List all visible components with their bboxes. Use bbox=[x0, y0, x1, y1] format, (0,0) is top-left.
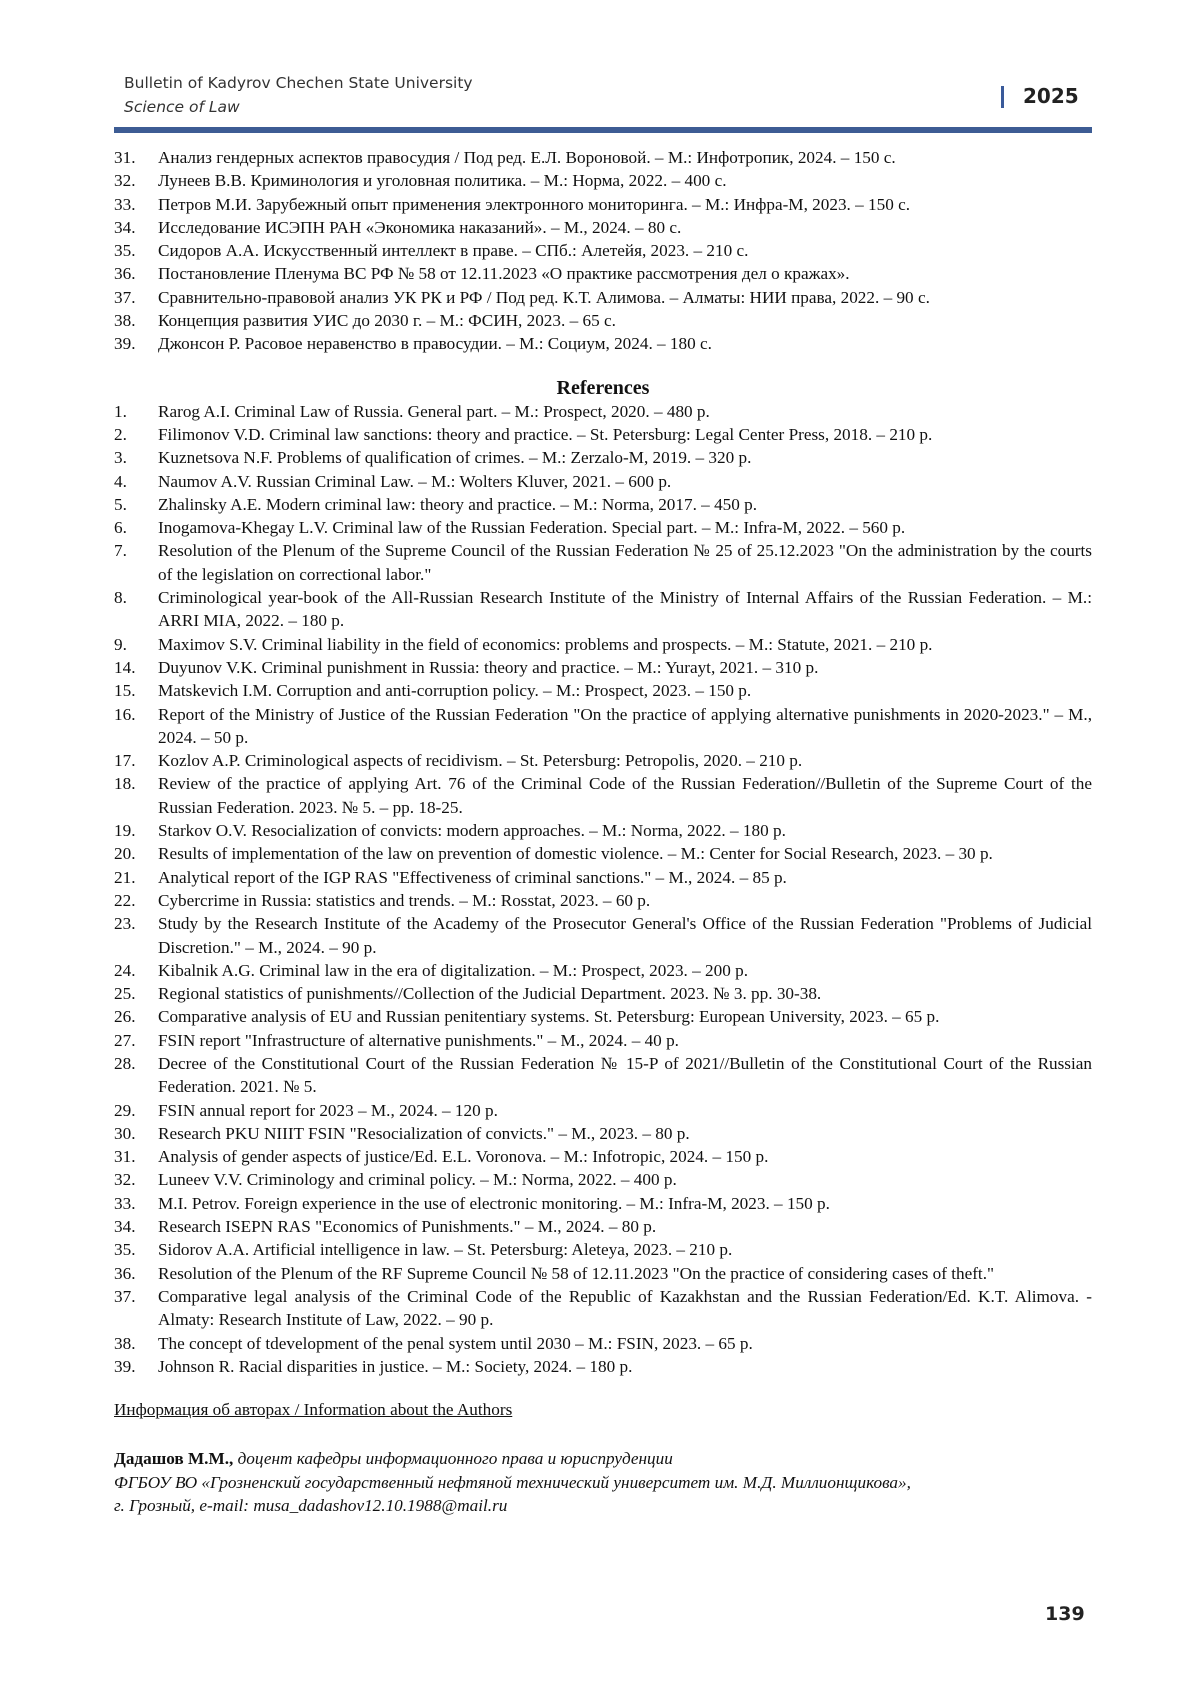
reference-text: Study by the Research Institute of the Academy of the Prosecutor General's Office of the Russian Federation "Problems of Judicial Discretion." – M., 2024. – 90 p. bbox=[158, 912, 1092, 959]
header-rule bbox=[114, 127, 1092, 133]
reference-text: Концепция развития УИС до 2030 г. – М.: ФСИН, 2023. – 65 с. bbox=[158, 309, 1092, 332]
reference-item bbox=[114, 239, 1092, 262]
reference-item bbox=[114, 912, 1092, 959]
reference-item bbox=[114, 1168, 1092, 1191]
reference-text: Naumov A.V. Russian Criminal Law. – M.: Wolters Kluver, 2021. – 600 p. bbox=[158, 470, 1092, 493]
reference-number: 3. bbox=[114, 446, 158, 469]
reference-text: Filimonov V.D. Criminal law sanctions: theory and practice. – St. Petersburg: Legal Center Press, 2018. – 210 p. bbox=[158, 423, 1092, 446]
reference-item bbox=[114, 1238, 1092, 1261]
reference-number: 2. bbox=[114, 423, 158, 446]
reference-number: 16. bbox=[114, 703, 158, 750]
reference-text: Criminological year-book of the All-Russian Research Institute of the Ministry of Internal Affairs of the Russian Federation. – M.: ARRI MIA, 2022. – 180 p. bbox=[158, 586, 1092, 633]
reference-number: 15. bbox=[114, 679, 158, 702]
reference-item bbox=[114, 749, 1092, 772]
reference-item bbox=[114, 1122, 1092, 1145]
references-heading: References bbox=[114, 376, 1092, 400]
reference-number: 35. bbox=[114, 1238, 158, 1261]
reference-item bbox=[114, 586, 1092, 633]
reference-item bbox=[114, 446, 1092, 469]
reference-number: 29. bbox=[114, 1099, 158, 1122]
reference-number: 38. bbox=[114, 1332, 158, 1355]
reference-item bbox=[114, 539, 1092, 586]
reference-item bbox=[114, 286, 1092, 309]
reference-number: 18. bbox=[114, 772, 158, 819]
page-body bbox=[114, 146, 1092, 1517]
journal-page bbox=[0, 0, 1200, 1697]
reference-text: Research ISEPN RAS "Economics of Punishments." – M., 2024. – 80 p. bbox=[158, 1215, 1092, 1238]
reference-item bbox=[114, 1285, 1092, 1332]
author-name: Дадашов М.М., bbox=[114, 1449, 233, 1468]
reference-item bbox=[114, 819, 1092, 842]
reference-item bbox=[114, 169, 1092, 192]
reference-number: 34. bbox=[114, 216, 158, 239]
reference-item bbox=[114, 216, 1092, 239]
reference-number: 36. bbox=[114, 262, 158, 285]
reference-item bbox=[114, 309, 1092, 332]
reference-text: Results of implementation of the law on prevention of domestic violence. – M.: Center for Social Research, 2023. – 30 p. bbox=[158, 842, 1092, 865]
reference-item bbox=[114, 493, 1092, 516]
reference-text: Decree of the Constitutional Court of the Russian Federation № 15-P of 2021//Bulletin of the Constitutional Court of the Russian Federation. 2021. № 5. bbox=[158, 1052, 1092, 1099]
reference-item bbox=[114, 703, 1092, 750]
reference-item bbox=[114, 1215, 1092, 1238]
reference-text: Kibalnik A.G. Criminal law in the era of digitalization. – M.: Prospect, 2023. – 200 p. bbox=[158, 959, 1092, 982]
author-block bbox=[114, 1447, 1092, 1517]
reference-item bbox=[114, 656, 1092, 679]
reference-number: 23. bbox=[114, 912, 158, 959]
reference-text: FSIN report "Infrastructure of alternative punishments." – M., 2024. – 40 p. bbox=[158, 1029, 1092, 1052]
reference-text: Maximov S.V. Criminal liability in the field of economics: problems and prospects. – M.: Statute, 2021. – 210 p. bbox=[158, 633, 1092, 656]
reference-number: 4. bbox=[114, 470, 158, 493]
reference-number: 32. bbox=[114, 169, 158, 192]
reference-number: 32. bbox=[114, 1168, 158, 1191]
reference-number: 39. bbox=[114, 1355, 158, 1378]
reference-number: 25. bbox=[114, 982, 158, 1005]
reference-item bbox=[114, 772, 1092, 819]
reference-text: Kozlov A.P. Criminological aspects of recidivism. – St. Petersburg: Petropolis, 2020. – 210 p. bbox=[158, 749, 1092, 772]
reference-number: 22. bbox=[114, 889, 158, 912]
reference-number: 38. bbox=[114, 309, 158, 332]
reference-number: 26. bbox=[114, 1005, 158, 1028]
reference-number: 19. bbox=[114, 819, 158, 842]
reference-number: 8. bbox=[114, 586, 158, 633]
reference-text: Zhalinsky A.E. Modern criminal law: theory and practice. – M.: Norma, 2017. – 450 p. bbox=[158, 493, 1092, 516]
reference-text: Comparative analysis of EU and Russian penitentiary systems. St. Petersburg: European University, 2023. – 65 p. bbox=[158, 1005, 1092, 1028]
reference-text: FSIN annual report for 2023 – M., 2024. – 120 p. bbox=[158, 1099, 1092, 1122]
reference-item bbox=[114, 1192, 1092, 1215]
reference-text: Report of the Ministry of Justice of the Russian Federation "On the practice of applying alternative punishments in 2020-2023." – M., 2024. – 50 p. bbox=[158, 703, 1092, 750]
reference-number: 30. bbox=[114, 1122, 158, 1145]
reference-item bbox=[114, 959, 1092, 982]
reference-text: Resolution of the Plenum of the Supreme Council of the Russian Federation № 25 of 25.12.2023 "On the administration by the courts of the legislation on correctional labor." bbox=[158, 539, 1092, 586]
reference-number: 27. bbox=[114, 1029, 158, 1052]
reference-number: 36. bbox=[114, 1262, 158, 1285]
reference-number: 28. bbox=[114, 1052, 158, 1099]
reference-item bbox=[114, 1029, 1092, 1052]
reference-text: Johnson R. Racial disparities in justice. – M.: Society, 2024. – 180 p. bbox=[158, 1355, 1092, 1378]
reference-text: Лунеев В.В. Криминология и уголовная политика. – М.: Норма, 2022. – 400 с. bbox=[158, 169, 1092, 192]
author-line bbox=[114, 1447, 1092, 1470]
reference-item bbox=[114, 332, 1092, 355]
reference-number: 31. bbox=[114, 146, 158, 169]
reference-number: 21. bbox=[114, 866, 158, 889]
reference-item bbox=[114, 470, 1092, 493]
reference-text: M.I. Petrov. Foreign experience in the use of electronic monitoring. – M.: Infra-M, 2023. – 150 p. bbox=[158, 1192, 1092, 1215]
reference-item bbox=[114, 1052, 1092, 1099]
reference-item bbox=[114, 1145, 1092, 1168]
reference-item bbox=[114, 262, 1092, 285]
reference-text: Сравнительно-правовой анализ УК РК и РФ / Под ред. К.Т. Алимова. – Алматы: НИИ права, 2022. – 90 с. bbox=[158, 286, 1092, 309]
reference-text: Постановление Пленума ВС РФ № 58 от 12.11.2023 «О практике рассмотрения дел о кражах». bbox=[158, 262, 1092, 285]
reference-number: 20. bbox=[114, 842, 158, 865]
reference-text: Исследование ИСЭПН РАН «Экономика наказаний». – М., 2024. – 80 с. bbox=[158, 216, 1092, 239]
reference-text: Luneev V.V. Criminology and criminal policy. – M.: Norma, 2022. – 400 p. bbox=[158, 1168, 1092, 1191]
reference-number: 5. bbox=[114, 493, 158, 516]
header-separator bbox=[1001, 86, 1004, 108]
reference-item bbox=[114, 1355, 1092, 1378]
reference-item bbox=[114, 889, 1092, 912]
journal-title: Bulletin of Kadyrov Chechen State University bbox=[124, 74, 473, 92]
reference-number: 9. bbox=[114, 633, 158, 656]
reference-number: 33. bbox=[114, 193, 158, 216]
reference-number: 33. bbox=[114, 1192, 158, 1215]
reference-number: 17. bbox=[114, 749, 158, 772]
reference-number: 35. bbox=[114, 239, 158, 262]
reference-text: Regional statistics of punishments//Collection of the Judicial Department. 2023. № 3. pp. 30-38. bbox=[158, 982, 1092, 1005]
author-contact: г. Грозный, e-mail: musa_dadashov12.10.1988@mail.ru bbox=[114, 1494, 1092, 1517]
reference-item bbox=[114, 516, 1092, 539]
russian-reference-list bbox=[114, 146, 1092, 356]
reference-text: Сидоров А.А. Искусственный интеллект в праве. – СПб.: Алетейя, 2023. – 210 с. bbox=[158, 239, 1092, 262]
reference-text: The concept of tdevelopment of the penal system until 2030 – M.: FSIN, 2023. – 65 p. bbox=[158, 1332, 1092, 1355]
reference-number: 37. bbox=[114, 286, 158, 309]
reference-number: 14. bbox=[114, 656, 158, 679]
reference-item bbox=[114, 1262, 1092, 1285]
reference-item bbox=[114, 1005, 1092, 1028]
reference-text: Research PKU NIIIT FSIN "Resocialization of convicts." – M., 2023. – 80 p. bbox=[158, 1122, 1092, 1145]
journal-year: 2025 bbox=[1023, 84, 1079, 108]
author-position: доцент кафедры информационного права и юриспруденции bbox=[233, 1449, 673, 1468]
reference-item bbox=[114, 866, 1092, 889]
english-reference-list bbox=[114, 400, 1092, 1378]
reference-item bbox=[114, 146, 1092, 169]
reference-text: Review of the practice of applying Art. 76 of the Criminal Code of the Russian Federation//Bulletin of the Supreme Court of the Russian Federation. 2023. № 5. – pp. 18-25. bbox=[158, 772, 1092, 819]
authors-info-heading: Информация об авторах / Information about the Authors bbox=[114, 1398, 1092, 1421]
reference-text: Duyunov V.K. Criminal punishment in Russia: theory and practice. – M.: Yurayt, 2021. – 310 p. bbox=[158, 656, 1092, 679]
author-organization: ФГБОУ ВО «Грозненский государственный нефтяной технический университет им. М.Д. Миллионщикова», bbox=[114, 1471, 1092, 1494]
reference-item bbox=[114, 193, 1092, 216]
reference-text: Resolution of the Plenum of the RF Supreme Council № 58 of 12.11.2023 "On the practice of considering cases of theft." bbox=[158, 1262, 1092, 1285]
reference-number: 1. bbox=[114, 400, 158, 423]
reference-text: Петров М.И. Зарубежный опыт применения электронного мониторинга. – М.: Инфра-М, 2023. – 150 с. bbox=[158, 193, 1092, 216]
reference-item bbox=[114, 400, 1092, 423]
page-number: 139 bbox=[1045, 1603, 1085, 1625]
reference-text: Analytical report of the IGP RAS "Effectiveness of criminal sanctions." – M., 2024. – 85 p. bbox=[158, 866, 1092, 889]
journal-section: Science of Law bbox=[124, 98, 240, 116]
reference-number: 31. bbox=[114, 1145, 158, 1168]
reference-number: 34. bbox=[114, 1215, 158, 1238]
reference-item bbox=[114, 982, 1092, 1005]
reference-text: Rarog A.I. Criminal Law of Russia. General part. – M.: Prospect, 2020. – 480 p. bbox=[158, 400, 1092, 423]
reference-text: Matskevich I.M. Corruption and anti-corruption policy. – M.: Prospect, 2023. – 150 p. bbox=[158, 679, 1092, 702]
reference-item bbox=[114, 842, 1092, 865]
reference-text: Sidorov A.A. Artificial intelligence in law. – St. Petersburg: Aleteya, 2023. – 210 p. bbox=[158, 1238, 1092, 1261]
reference-text: Cybercrime in Russia: statistics and trends. – M.: Rosstat, 2023. – 60 p. bbox=[158, 889, 1092, 912]
reference-item bbox=[114, 1332, 1092, 1355]
reference-number: 37. bbox=[114, 1285, 158, 1332]
reference-item bbox=[114, 423, 1092, 446]
reference-item bbox=[114, 633, 1092, 656]
reference-text: Kuznetsova N.F. Problems of qualification of crimes. – M.: Zerzalo-M, 2019. – 320 p. bbox=[158, 446, 1092, 469]
reference-item bbox=[114, 679, 1092, 702]
reference-text: Джонсон Р. Расовое неравенство в правосудии. – М.: Социум, 2024. – 180 с. bbox=[158, 332, 1092, 355]
reference-number: 24. bbox=[114, 959, 158, 982]
reference-text: Comparative legal analysis of the Criminal Code of the Republic of Kazakhstan and the Russian Federation/Ed. K.T. Alimova. - Almaty: Research Institute of Law, 2022. – 90 p. bbox=[158, 1285, 1092, 1332]
reference-text: Анализ гендерных аспектов правосудия / Под ред. Е.Л. Вороновой. – М.: Инфотропик, 2024. – 150 с. bbox=[158, 146, 1092, 169]
reference-text: Starkov O.V. Resocialization of convicts: modern approaches. – M.: Norma, 2022. – 180 p. bbox=[158, 819, 1092, 842]
reference-number: 7. bbox=[114, 539, 158, 586]
reference-text: Analysis of gender aspects of justice/Ed. E.L. Voronova. – M.: Infotropic, 2024. – 150 p. bbox=[158, 1145, 1092, 1168]
reference-item bbox=[114, 1099, 1092, 1122]
reference-number: 6. bbox=[114, 516, 158, 539]
reference-number: 39. bbox=[114, 332, 158, 355]
reference-text: Inogamova-Khegay L.V. Criminal law of the Russian Federation. Special part. – M.: Infra-M, 2022. – 560 p. bbox=[158, 516, 1092, 539]
